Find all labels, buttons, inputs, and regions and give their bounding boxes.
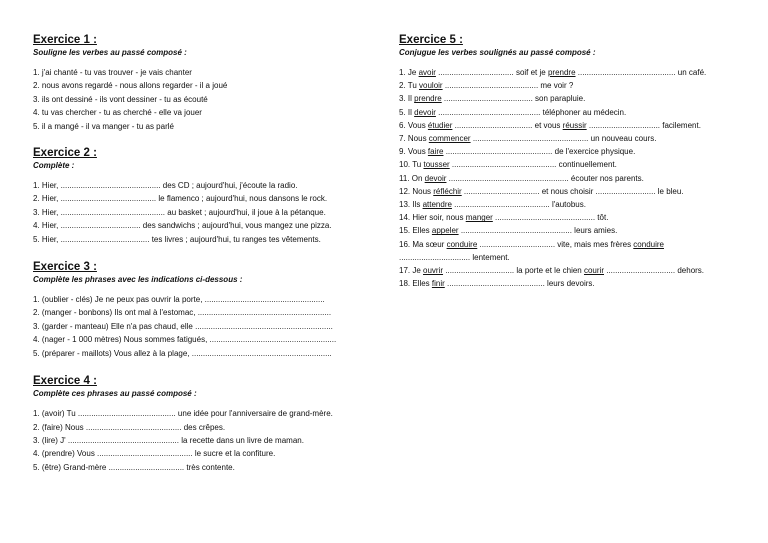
exercise-4-title: Exercice 4 : (33, 375, 97, 388)
exercise-5-instruction: Conjugue les verbes soulignés au passé composé : (399, 48, 596, 57)
right-column (399, 34, 751, 290)
exercise-5-line (399, 185, 751, 198)
exercise-5 (399, 34, 751, 290)
exercise-1-instruction: Souligne les verbes au passé composé : (33, 48, 187, 57)
line-text: 18. Elles (399, 279, 432, 289)
line-text: 15. Elles (399, 226, 432, 236)
underlined-verb: devoir (414, 107, 436, 117)
exercise-5-line (399, 106, 751, 119)
line-text: 11. On (399, 173, 425, 183)
underlined-verb: courir (583, 266, 604, 276)
underlined-verb: ouvrir (423, 266, 444, 276)
line-text: ........................................... l'autobus. (451, 200, 586, 210)
exercise-5-line (399, 251, 751, 264)
line-text: ................................... et vous (452, 120, 563, 130)
underlined-verb: prendre (547, 68, 576, 77)
underlined-verb: manger (465, 213, 493, 223)
exercise-4 (33, 375, 378, 474)
exercise-5-line (399, 145, 751, 158)
line-text: 13. Ils (399, 200, 423, 210)
line-text: ............................................ leurs devoirs. (444, 279, 595, 289)
exercise-3 (33, 261, 378, 360)
exercise-1-line: 3. ils ont dessiné - ils vont dessiner - tu as écouté (33, 94, 208, 104)
line-text: .................................................... un nouveau cours. (470, 134, 657, 144)
exercise-3-line: 2. (manger - bonbons) Ils ont mal à l'estomac, ............................................................ (33, 308, 332, 318)
exercise-1-line: 4. tu vas chercher - tu as cherché - elle va jouer (33, 108, 202, 118)
line-text: .................................. soif et je (435, 68, 548, 77)
underlined-verb: attendre (422, 200, 452, 210)
line-text: .................................. et nous choisir ........................... le bleu. (461, 186, 684, 196)
line-text: 5. Il (399, 107, 415, 117)
exercise-3-line: 4. (nager - 1 000 mètres) Nous sommes fatigués, ......................................................... (33, 335, 337, 345)
exercise-2-line: 1. Hier, ............................................. des CD ; aujourd'hui, j'écoute la radio. (33, 181, 298, 191)
underlined-verb: conduire (633, 239, 664, 249)
exercise-4-instruction: Complète ces phrases au passé composé : (33, 389, 197, 399)
line-text: ................................................ de l'exercice physique. (443, 147, 636, 157)
exercise-5-lines (399, 66, 751, 290)
underlined-verb: vouloir (419, 81, 443, 91)
line-text: 3. Il (399, 94, 415, 104)
line-text: ................................ lentement. (399, 252, 510, 262)
exercise-5-line (399, 277, 751, 290)
exercise-5-line (399, 211, 751, 224)
line-text: 6. Vous (399, 120, 428, 130)
underlined-verb: étudier (427, 120, 453, 130)
underlined-verb: réfléchir (433, 186, 462, 196)
left-column (33, 34, 378, 474)
underlined-verb: appeler (431, 226, 459, 236)
line-text: ............................... dehors. (604, 266, 705, 276)
exercise-5-line (399, 238, 751, 251)
line-text: .......................................... me voir ? (442, 81, 574, 91)
exercise-1-line: 1. j'ai chanté - tu vas trouver - je vais chanter (33, 68, 192, 77)
line-text: 14. Hier soir, nous (399, 213, 466, 223)
exercise-1-line: 2. nous avons regardé - nous allons regarder - il a joué (33, 81, 228, 91)
exercise-4-line: 5. (être) Grand-mère .................................. très contente. (33, 462, 235, 472)
line-text: ........................................ son parapluie. (441, 94, 586, 104)
underlined-verb: tousser (423, 160, 450, 170)
line-text: 12. Nous (399, 186, 434, 196)
exercise-2-line: 2. Hier, ........................................... le flamenco ; aujourd'hui, nous dansons le rock. (33, 194, 328, 204)
exercise-5-line (399, 158, 751, 171)
exercise-2-title: Exercice 2 : (33, 147, 97, 160)
exercise-2-line: 5. Hier, ........................................ tes livres ; aujourd'hui, tu ranges tes vêtements. (33, 234, 321, 244)
line-text: ................................ facilement. (586, 120, 701, 130)
exercise-1-title: Exercice 1 : (33, 34, 97, 46)
underlined-verb: réussir (562, 120, 587, 130)
line-text: 17. Je (399, 266, 424, 276)
exercise-2-line: 4. Hier, .................................... des sandwichs ; aujourd'hui, vous mangez une pizza. (33, 221, 332, 231)
line-text: 1. Je (399, 68, 419, 77)
exercise-3-line: 5. (préparer - maillots) Vous allez à la plage, ............................................................... (33, 348, 332, 358)
exercise-5-title: Exercice 5 : (399, 34, 463, 46)
exercise-2 (33, 147, 378, 246)
line-text: 9. Vous (399, 147, 428, 157)
exercise-3-title: Exercice 3 : (33, 261, 97, 274)
exercise-2-line: 3. Hier, ............................................... au basket ; aujourd'hui, il joue à la pétanque. (33, 207, 326, 217)
line-text: ............................................... continuellement. (449, 160, 617, 170)
exercise-1 (33, 34, 378, 133)
exercise-5-line (399, 198, 751, 211)
exercise-4-line: 3. (lire) J' .................................................. la recette dans un livre de maman. (33, 435, 304, 445)
line-text: ...................................................... écouter nos parents. (446, 173, 644, 183)
exercise-4-line: 2. (faire) Nous ........................................... des crêpes. (33, 422, 226, 432)
line-text: ............................... la porte et le chien (443, 266, 584, 276)
exercise-5-line (399, 132, 751, 145)
underlined-verb: faire (427, 147, 444, 157)
exercise-5-line (399, 79, 751, 92)
underlined-verb: conduire (446, 239, 478, 249)
exercise-5-line (399, 119, 751, 132)
line-text: 2. Tu (399, 81, 420, 91)
exercise-5-line (399, 92, 751, 105)
exercise-1-line: 5. il a mangé - il va manger - tu as parlé (33, 121, 174, 131)
underlined-verb: prendre (414, 94, 442, 104)
line-text: ............................................ un café. (575, 68, 707, 77)
line-text: 7. Nous (399, 134, 429, 144)
exercise-5-line (399, 66, 751, 79)
exercise-3-instruction: Complète les phrases avec les indications ci-dessous : (33, 275, 243, 285)
exercise-4-line: 1. (avoir) Tu ............................................ une idée pour l'anniversaire de grand-mère. (33, 409, 333, 419)
underlined-verb: commencer (428, 134, 471, 144)
line-text: .................................................. leurs amies. (458, 226, 618, 236)
underlined-verb: avoir (418, 68, 436, 77)
exercise-5-line (399, 264, 751, 277)
exercise-5-line (399, 224, 751, 237)
line-text: 16. Ma sœur (399, 239, 447, 249)
exercise-2-instruction: Complète : (33, 161, 75, 171)
underlined-verb: finir (431, 279, 445, 289)
exercise-3-line: 1. (oublier - clés) Je ne peux pas ouvrir la porte, ...................................................... (33, 295, 325, 305)
line-text: .............................................. téléphoner au médecin. (435, 107, 627, 117)
exercise-4-line: 4. (prendre) Vous ........................................... le sucre et la confiture. (33, 449, 276, 459)
line-text: .................................. vite, mais mes frères (477, 239, 634, 249)
exercise-3-line: 3. (garder - manteau) Elle n'a pas chaud, elle .............................................................. (33, 321, 333, 331)
line-text: 10. Tu (399, 160, 424, 170)
line-text: ............................................. tôt. (492, 213, 609, 223)
underlined-verb: devoir (424, 173, 447, 183)
exercise-5-line (399, 172, 751, 185)
